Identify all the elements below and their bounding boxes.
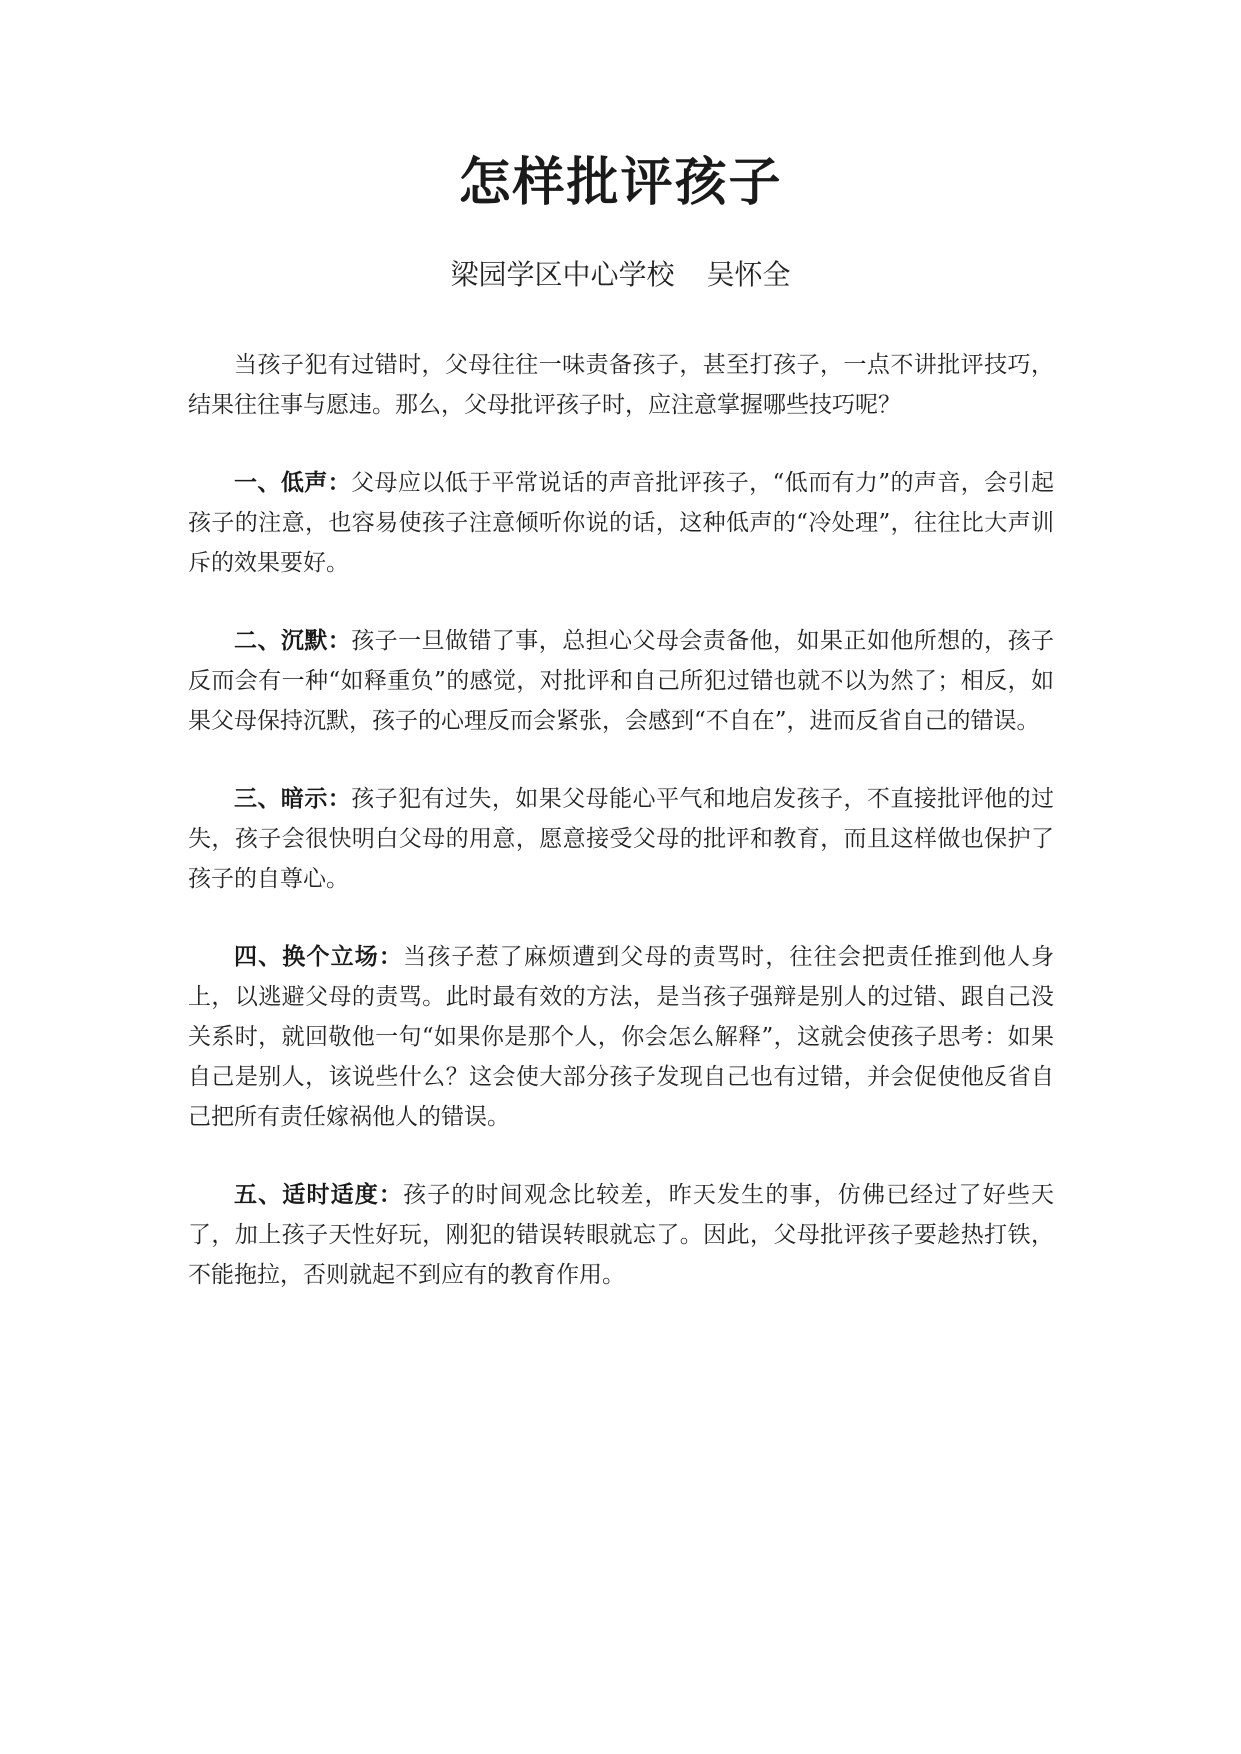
section-paragraph-4 — [188, 937, 1054, 1137]
author-school: 梁园学区中心学校 — [450, 258, 675, 291]
section-paragraph-5 — [188, 1175, 1054, 1295]
section-heading-5: 五、适时适度： — [234, 1181, 404, 1208]
article-body — [188, 345, 1054, 1333]
section-text-3: 孩子犯有过失，如果父母能心平气和地启发孩子，不直接批评他的过失，孩子会很快明白父母的用意，愿意接受父母的批评和教育，而且这样做也保护了孩子的自尊心。 — [188, 786, 1055, 892]
section-heading-2: 二、沉默： — [234, 627, 352, 654]
intro-paragraph: 当孩子犯有过错时，父母往往一味责备孩子，甚至打孩子，一点不讲批评技巧，结果往往事与愿违。那么，父母批评孩子时，应注意掌握哪些技巧呢？ — [188, 352, 1054, 418]
section-text-1: 父母应以低于平常说话的声音批评孩子，“低而有力”的声音，会引起孩子的注意，也容易使孩子注意倾听你说的话，这种低声的“冷处理”，往往比大声训斥的效果要好。 — [188, 470, 1054, 576]
document-title: 怎样批评孩子 — [458, 152, 783, 213]
section-text-5: 孩子的时间观念比较差，昨天发生的事，仿佛已经过了好些天了，加上孩子天性好玩，刚犯的错误转眼就忘了。因此，父母批评孩子要趁热打铁，不能拖拉，否则就起不到应有的教育作用。 — [188, 1182, 1055, 1288]
section-paragraph-3 — [188, 779, 1054, 899]
section-text-2: 孩子一旦做错了事，总担心父母会责备他，如果正如他所想的，孩子反而会有一种“如释重负”的感觉，对批评和自己所犯过错也就不以为然了；相反，如果父母保持沉默，孩子的心理反而会紧张，会感到“不自在”，进而反省自己的错误。 — [188, 628, 1055, 734]
section-heading-1: 一、低声： — [234, 469, 352, 496]
section-paragraph-2 — [188, 621, 1054, 741]
author-name: 吴怀全 — [706, 258, 791, 291]
section-text-4: 当孩子惹了麻烦遭到父母的责骂时，往往会把责任推到他人身上，以逃避父母的责骂。此时最有效的方法，是当孩子强辩是别人的过错、跟自己没关系时，就回敬他一句“如果你是那个人，你会怎么解释”，这就会使孩子思考：如果自己是别人，该说些什么？这会使大部分孩子发现自己也有过错，并会促使他反省自己把所有责任嫁祸他人的错误。 — [188, 944, 1055, 1130]
section-paragraph-1 — [188, 463, 1054, 583]
section-heading-4: 四、换个立场： — [234, 943, 404, 970]
section-heading-3: 三、暗示： — [234, 785, 352, 812]
author-byline — [0, 255, 1241, 295]
